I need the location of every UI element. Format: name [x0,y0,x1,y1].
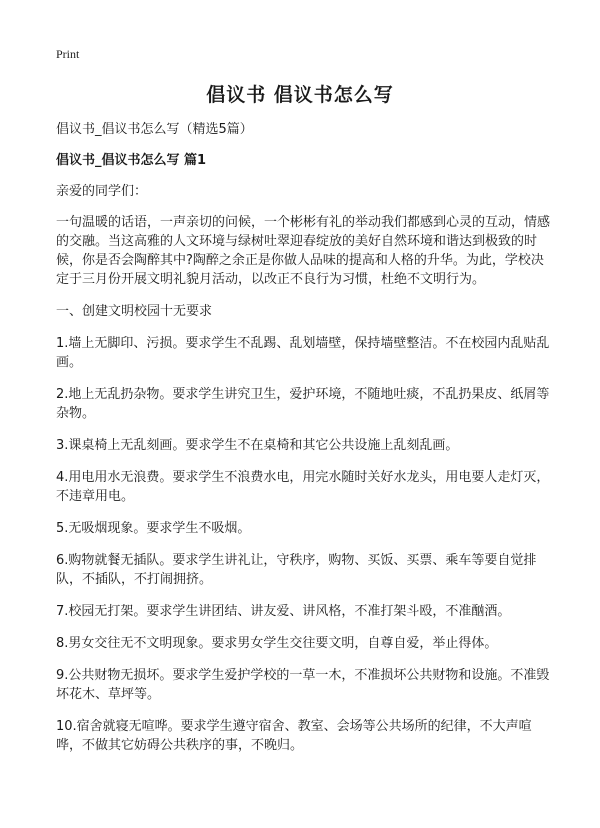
section-heading: 倡议书_倡议书怎么写 篇1 [56,153,207,168]
list-item: 2.地上无乱扔杂物。要求学生讲究卫生，爱护环境，不随地吐痰，不乱扔果皮、纸屑等杂物。 [56,387,550,421]
intro-paragraph: 一句温暖的话语，一声亲切的问候，一个彬彬有礼的举动我们都感到心灵的互动，情感的交融。当这高雅的人文环境与绿树吐翠迎春绽放的美好自然环境和谐达到极致的时候，你是否会陶醉其中?陶醉之余正是你做人品味的提高和人格的升华。为此，学校决定于三月份开展文明礼貌月活动，以改正不良行为习惯，杜绝不文明行为。 [56,215,551,287]
list-item: 10.宿舍就寝无喧哗。要求学生遵守宿舍、教室、会场等公共场所的纪律，不大声喧哗，不做其它妨碍公共秩序的事，不晚归。 [56,719,532,753]
greeting: 亲爱的同学们： [56,184,148,199]
list-item: 4.用电用水无浪费。要求学生不浪费水电，用完水随时关好水龙头，用电要人走灯灭，不违章用电。 [56,470,550,504]
list-item: 1.墙上无脚印、污损。要求学生不乱踢、乱划墙壁，保持墙壁整洁。不在校园内乱贴乱画。 [56,336,550,370]
list-item: 6.购物就餐无插队。要求学生讲礼让，守秩序，购物、买饭、买票、乘车等要自觉排队，不插队，不打闹拥挤。 [56,553,537,587]
list-item: 7.校园无打架。要求学生讲团结、讲友爱、讲风格，不准打架斗殴，不准酗酒。 [56,604,511,619]
list-item: 9.公共财物无损坏。要求学生爱护学校的一草一木，不准损坏公共财物和设施。不准毁坏花木、草坪等。 [56,668,550,702]
document-subtitle: 倡议书_倡议书怎么写（精选5篇） [56,122,253,137]
document-body [56,120,556,768]
list-item: 5.无吸烟现象。要求学生不吸烟。 [56,521,251,536]
page-title: 倡议书 倡议书怎么写 [206,84,394,106]
list-item: 8.男女交往无不文明现象。要求男女学生交往要文明，自尊自爱，举止得体。 [56,636,498,651]
list-heading: 一、创建文明校园十无要求 [56,304,213,319]
print-link[interactable]: Print [56,47,80,61]
list-item: 3.课桌椅上无乱刻画。要求学生不在桌椅和其它公共设施上乱刻乱画。 [56,438,459,453]
